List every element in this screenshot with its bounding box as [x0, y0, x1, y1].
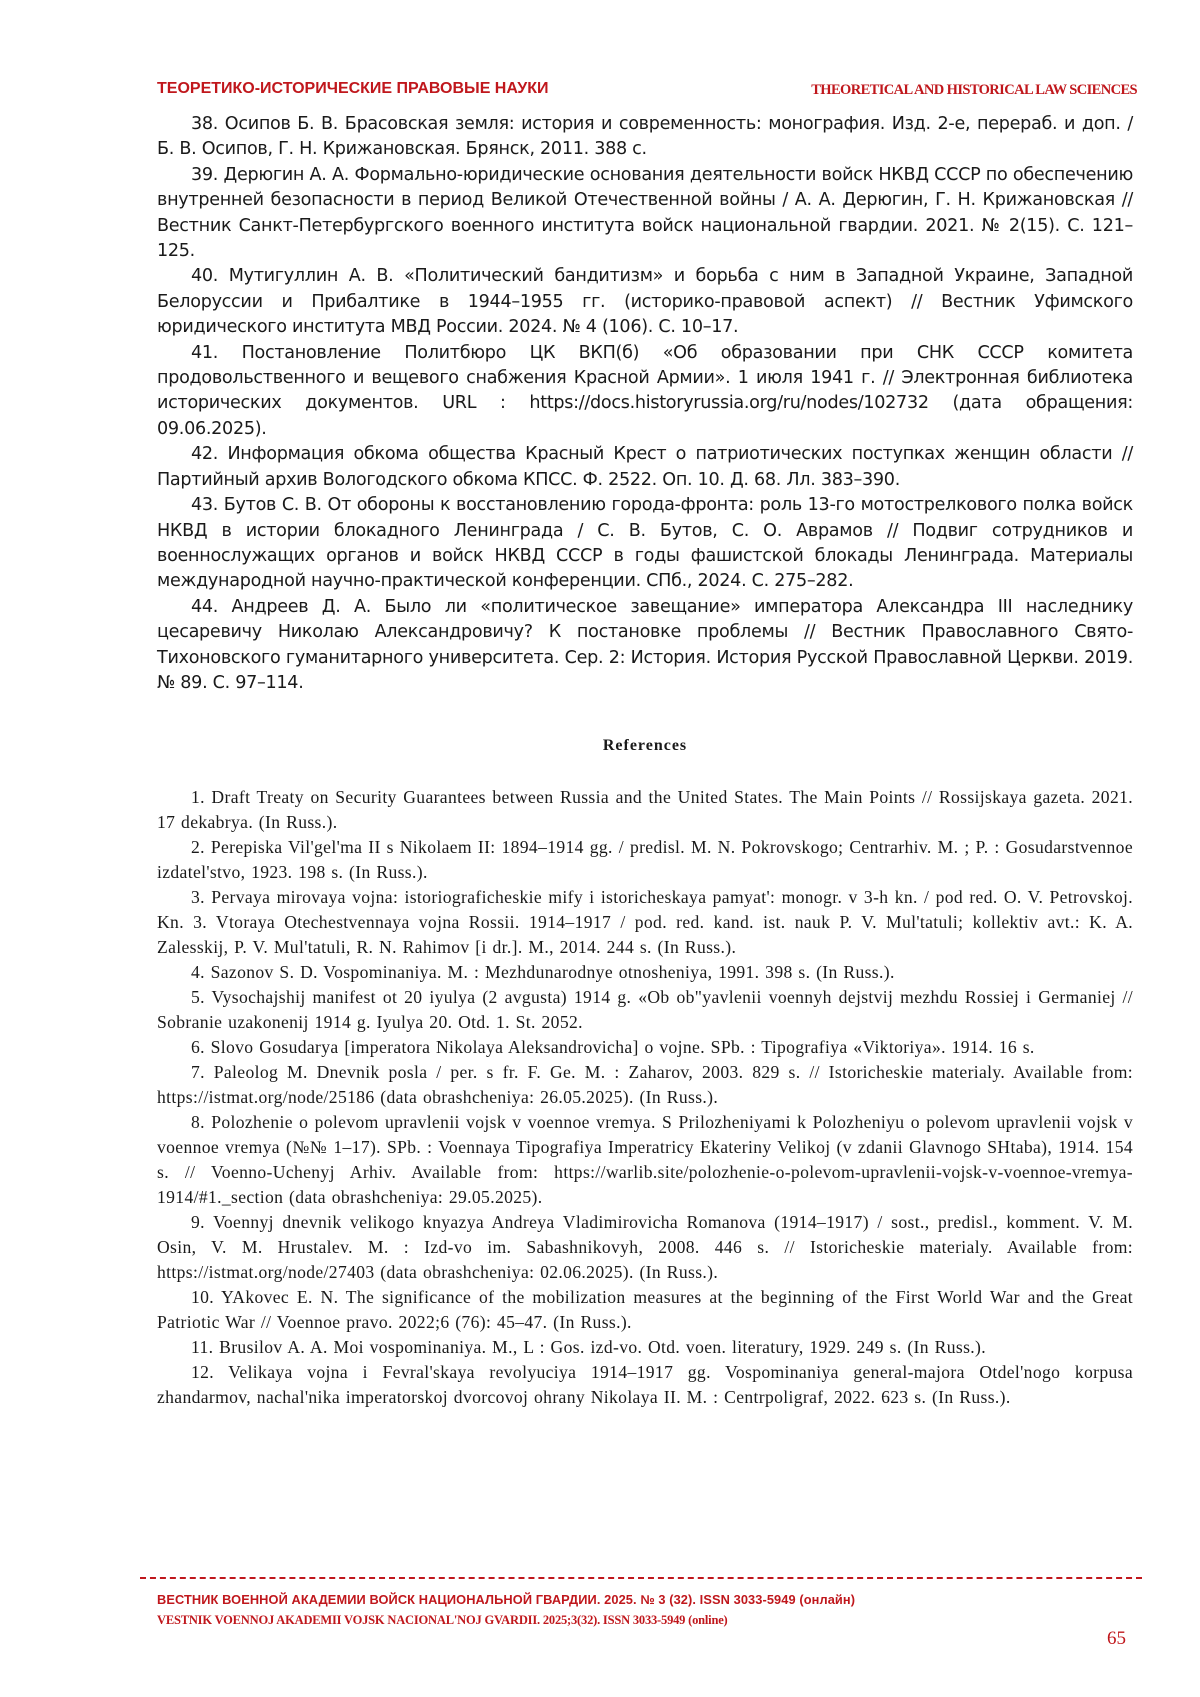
references-heading: References [602, 737, 688, 754]
reference-item: 12. Velikaya vojna i Fevral'skaya revolyuciya 1914–1917 gg. Vospominaniya general-majora Otdel'nogo korpusa zhandarmov, nachal'nika imperatorskoj dvorcovoj ohrany Nikolaya II. M. : Centrpoligraf, 2022. 623 s. (In Russ.). [157, 1362, 1133, 1407]
reference-item: 8. Polozhenie o polevom upravlenii vojsk v voennoe vremya. S Prilozheniyami k Polozheniyu o polevom upravlenii vojsk v voennoe vremya (№№ 1–17). SPb. : Voennaya Tipografiya Imperatricy Ekateriny Velikoj (v zdanii Glavnogo SHtaba), 1914. 154 s. // Voenno-Uchenyj Arhiv. Available from: https://warlib.site/polozhenie-o-polevom-upravlenii-vojsk-v-voennoe-vremya-1914/#1._section (data obrashcheniya: 29.05.2025). [157, 1112, 1133, 1207]
reference-item: 39. Дерюгин А. А. Формально-юридические основания деятельности войск НКВД СССР по обеспечению внутренней безопасности в период Великой Отечественной войны / А. А. Дерюгин, Г. Н. Крижановская // Вестник Санкт-Петербургского военного института войск национальной гвардии. 2021. № 2(15). С. 121–125. [157, 164, 1133, 262]
page-number: 65 [1107, 1628, 1126, 1649]
reference-item: 43. Бутов С. В. От обороны к восстановлению города-фронта: роль 13-го мотострелкового полка войск НКВД в истории блокадного Ленинграда / С. В. Бутов, С. О. Аврамов // Подвиг сотрудников и военнослужащих органов и войск НКВД СССР в годы фашистской блокады Ленинграда. Материалы международной научно-практической конференции. СПб., 2024. С. 275–282. [157, 495, 1133, 592]
reference-item: 44. Андреев Д. А. Было ли «политическое завещание» императора Александра III наследнику цесаревичу Николаю Александровичу? К постановке проблемы // Вестник Православного Свято-Тихоновского гуманитарного университета. Сер. 2: История. История Русской Православной Церкви. 2019. № 89. С. 97–114. [157, 596, 1134, 693]
reference-item: 40. Мутигуллин А. В. «Политический бандитизм» и борьба с ним в Западной Украине, Западной Белоруссии и Прибалтике в 1944–1955 гг. (историко-правовой аспект) // Вестник Уфимского юридического института МВД России. 2024. № 4 (106). С. 10–17. [157, 266, 1133, 338]
footer-journal-ru: ВЕСТНИК ВОЕННОЙ АКАДЕМИИ ВОЙСК НАЦИОНАЛЬНОЙ ГВАРДИИ. 2025. № 3 (32). ISSN 3033-5949 (онлайн) [157, 1592, 856, 1607]
section-title-ru: ТЕОРЕТИКО-ИСТОРИЧЕСКИЕ ПРАВОВЫЕ НАУКИ [157, 80, 549, 97]
reference-item: 2. Perepiska Vil'gel'ma II s Nikolaem II: 1894–1914 gg. / predisl. M. N. Pokrovskogo; Centrarhiv. M. ; P. : Gosudarstvennoe izdatel'stvo, 1923. 198 s. (In Russ.). [157, 837, 1133, 882]
reference-item: 9. Voennyj dnevnik velikogo knyazya Andreya Vladimirovicha Romanova (1914–1917) / sost., predisl., komment. V. M. Osin, V. M. Hrustalev. M. : Izd-vo im. Sabashnikovyh, 2008. 446 s. // Istoricheskie materialy. Available from: https://istmat.org/node/27403 (data obrashcheniya: 02.06.2025). (In Russ.). [157, 1212, 1133, 1282]
footer-divider [140, 1577, 1142, 1579]
reference-item: 42. Информация обкома общества Красный Крест о патриотических поступках женщин области // Партийный архив Вологодского обкома КПСС. Ф. 2522. Оп. 10. Д. 68. Лл. 383–390. [157, 444, 1133, 490]
running-header [157, 80, 1137, 102]
reference-item: 41. Постановление Политбюро ЦК ВКП(б) «Об образовании при СНК СССР комитета продовольственного и вещевого снабжения Красной Армии». 1 июля 1941 г. // Электронная библиотека исторических документов. URL : https://docs.historyrussia.org/ru/nodes/102732 (дата обращения: 09.06.2025). [157, 342, 1133, 439]
reference-item: 6. Slovo Gosudarya [imperatora Nikolaya Aleksandrovicha] o vojne. SPb. : Tipografiya «Viktoriya». 1914. 16 s. [191, 1037, 1035, 1057]
reference-item: 7. Paleolog M. Dnevnik posla / per. s fr. F. Ge. M. : Zaharov, 2003. 829 s. // Istoricheskie materialy. Available from: https://istmat.org/node/25186 (data obrashcheniya: 26.05.2025). (In Russ.). [157, 1062, 1133, 1107]
reference-item: 3. Pervaya mirovaya vojna: istoriograficheskie mify i istoricheskaya pamyat': monogr. v 3-h kn. / pod red. O. V. Petrovskoj. Kn. 3. Vtoraya Otechestvennaya vojna Rossii. 1914–1917 / pod. red. kand. ist. nauk P. V. Mul'tatuli; kollektiv avt.: K. A. Zalesskij, P. V. Mul'tatuli, R. N. Rahimov [i dr.]. M., 2014. 244 s. (In Russ.). [157, 887, 1133, 957]
references-ru-list [157, 112, 1133, 696]
reference-item: 1. Draft Treaty on Security Guarantees between Russia and the United States. The Main Points // Rossijskaya gazeta. 2021. 17 dekabrya. (In Russ.). [157, 787, 1133, 832]
reference-item: 4. Sazonov S. D. Vospominaniya. M. : Mezhdunarodnye otnosheniya, 1991. 398 s. (In Russ.). [191, 962, 895, 982]
reference-item: 38. Осипов Б. В. Брасовская земля: история и современность: монография. Изд. 2-е, перераб. и доп. / Б. В. Осипов, Г. Н. Крижановская. Брянск, 2011. 388 с. [157, 114, 1133, 160]
footer-journal-en: VESTNIK VOENNOJ AKADEMII VOJSK NACIONAL'NOJ GVARDII. 2025;3(32). ISSN 3033-5949 (online) [157, 1613, 728, 1627]
reference-item: 10. YAkovec E. N. The significance of the mobilization measures at the beginning of the First World War and the Great Patriotic War // Voennoe pravo. 2022;6 (76): 45–47. (In Russ.). [157, 1287, 1133, 1332]
reference-item: 5. Vysochajshij manifest ot 20 iyulya (2 avgusta) 1914 g. «Ob ob"yavlenii voennyh dejstvij mezhdu Rossiej i Germaniej // Sobranie uzakonenij 1914 g. Iyulya 20. Otd. 1. St. 2052. [157, 987, 1133, 1032]
reference-item: 11. Brusilov A. A. Moi vospominaniya. M., L : Gos. izd-vo. Otd. voen. literatury, 1929. 249 s. (In Russ.). [191, 1337, 986, 1357]
section-title-en: THEORETICAL AND HISTORICAL LAW SCIENCES [811, 82, 1137, 98]
references-en-list [157, 785, 1133, 1410]
